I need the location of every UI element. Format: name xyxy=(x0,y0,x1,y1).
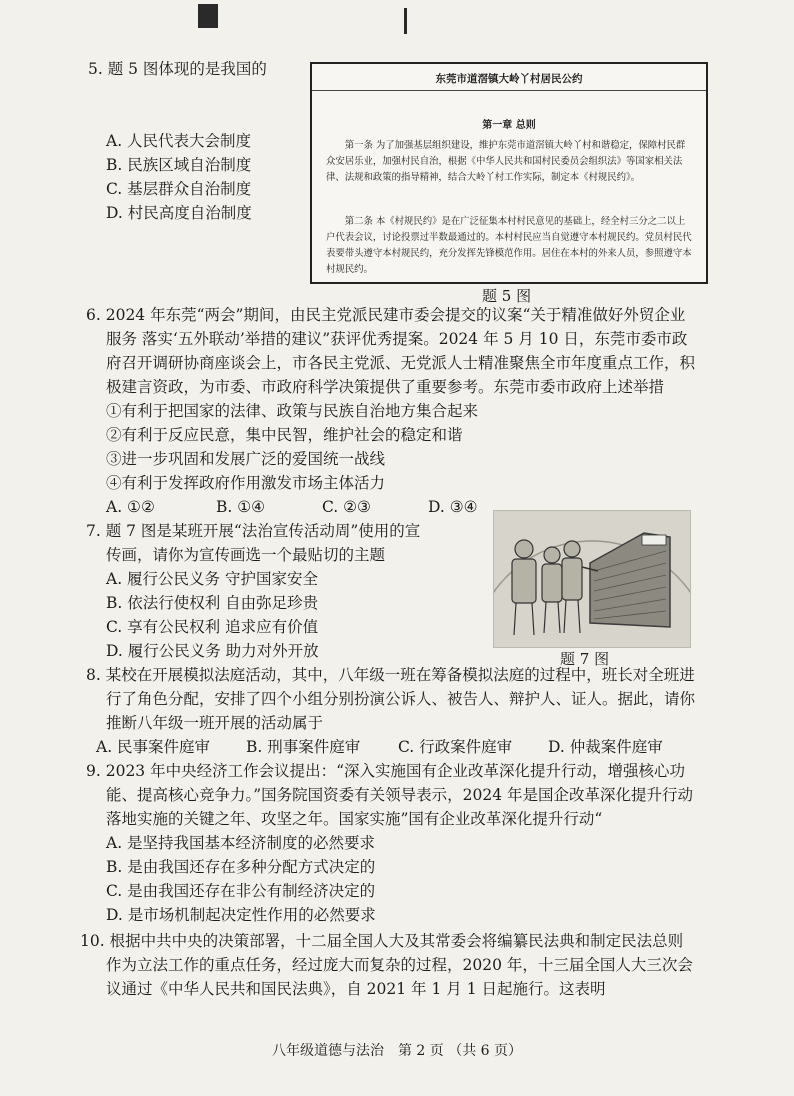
q5-figure-village-rules xyxy=(310,62,708,284)
q6-item-1: ①有利于把国家的法律、政策与民族自治地方集合起来 xyxy=(106,402,479,420)
q7-illustration-drawing xyxy=(494,511,690,647)
q9-line-1: 9. 2023 年中央经济工作会议提出：“深入实施国有企业改革深化提升行动，增强核心功 xyxy=(86,762,686,780)
figure-title: 东莞市道滘镇大岭丫村居民公约 xyxy=(435,73,583,85)
q6-line-2: 服务 落实‘五外联动’举措的建议”获评优秀提案。2024 年 5 月 10 日，东莞市委市政 xyxy=(106,330,688,348)
q5-option-c: C. 基层群众自治制度 xyxy=(106,180,252,198)
registration-mark xyxy=(198,4,218,28)
page-footer: 八年级道德与法治 第 2 页 （共 6 页） xyxy=(271,1043,523,1059)
q5-option-b: B. 民族区域自治制度 xyxy=(106,156,252,174)
q9-line-3: 落地实施的关键之年、攻坚之年。国家实施”国有企业改革深化提升行动“ xyxy=(106,810,603,828)
q7-option-a: A. 履行公民义务 守护国家安全 xyxy=(106,570,318,588)
q5-stem: 5. 题 5 图体现的是我国的 xyxy=(88,60,267,78)
q7-figure-caption: 题 7 图 xyxy=(560,650,610,668)
q6-item-4: ④有利于发挥政府作用激发市场主体活力 xyxy=(106,474,386,492)
q6-line-4: 极建言资政，为市委、市政府科学决策提供了重要参考。东莞市委市政府上述举措 xyxy=(106,378,665,396)
q6-option-d: D. ③④ xyxy=(428,498,478,516)
q8-line-1: 8. 某校在开展模拟法庭活动，其中，八年级一班在筹备模拟法庭的过程中，班长对全班进 xyxy=(86,666,695,684)
q6-option-c: C. ②③ xyxy=(322,498,371,516)
q6-option-b: B. ①④ xyxy=(216,498,266,516)
q7-option-c: C. 享有公民权利 追求应有价值 xyxy=(106,618,319,636)
q8-option-b: B. 刑事案件庭审 xyxy=(246,738,361,756)
q5-option-d: D. 村民高度自治制度 xyxy=(106,204,252,222)
q6-item-3: ③进一步巩固和发展广泛的爱国统一战线 xyxy=(106,450,386,468)
q10-line-2: 作为立法工作的重点任务，经过庞大而复杂的过程，2020 年，十三届全国人大三次会 xyxy=(106,956,693,974)
q8-option-d: D. 仲裁案件庭审 xyxy=(548,738,663,756)
figure-article-1: 第一条 为了加强基层组织建设，维护东莞市道滘镇大岭丫村和谐稳定，保障村民群众安居乐业，加强村民自治，根据《中华人民共和国村民委员会组织法》等国家相关法律、法规和政策的指导精神，结合大岭丫村工作实际，制定本《村规民约》。 xyxy=(326,140,686,183)
q7-option-b: B. 依法行使权利 自由弥足珍贵 xyxy=(106,594,319,612)
q9-option-c: C. 是由我国还存在非公有制经济决定的 xyxy=(106,882,376,900)
q8-line-2: 行了角色分配，安排了四个小组分别扮演公诉人、被告人、辩护人、证人。据此，请你 xyxy=(106,690,696,708)
figure-divider xyxy=(312,90,706,91)
q8-option-a: A. 民事案件庭审 xyxy=(96,738,211,756)
q6-option-a: A. ①② xyxy=(106,498,155,516)
q8-option-c: C. 行政案件庭审 xyxy=(398,738,513,756)
q7-option-d: D. 履行公民义务 助力对外开放 xyxy=(106,642,319,660)
q6-line-3: 府召开调研协商座谈会上，市各民主党派、无党派人士精准聚焦全市年度重点工作，积 xyxy=(106,354,696,372)
q5-option-a: A. 人民代表大会制度 xyxy=(106,132,252,150)
q6-line-1: 6. 2024 年东莞“两会”期间，由民主党派民建市委会提交的议案“关于精准做好外贸企业 xyxy=(86,306,686,324)
registration-bar xyxy=(404,8,407,34)
q8-line-3: 推断八年级一班开展的活动属于 xyxy=(106,714,324,732)
q7-line-1: 7. 题 7 图是某班开展“法治宣传活动周”使用的宣 xyxy=(86,522,421,540)
q10-line-3: 议通过《中华人民共和国民法典》，自 2021 年 1 月 1 日起施行。这表明 xyxy=(106,980,606,998)
q9-line-2: 能、提高核心竞争力。”国务院国资委有关领导表示，2024 年是国企改革深化提升行动 xyxy=(106,786,694,804)
q7-line-2: 传画，请你为宣传画选一个最贴切的主题 xyxy=(106,546,386,564)
q5-figure-caption: 题 5 图 xyxy=(482,287,532,305)
figure-chapter: 第一章 总则 xyxy=(482,120,536,131)
q6-item-2: ②有利于反应民意，集中民智，维护社会的稳定和谐 xyxy=(106,426,463,444)
q10-line-1: 10. 根据中共中央的决策部署，十二届全国人大及其常委会将编纂民法典和制定民法总则 xyxy=(80,932,684,950)
q9-option-d: D. 是市场机制起决定性作用的必然要求 xyxy=(106,906,376,924)
q9-option-b: B. 是由我国还存在多种分配方式决定的 xyxy=(106,858,376,876)
q7-illustration xyxy=(493,510,691,648)
figure-article-2: 第二条 本《村规民约》是在广泛征集本村村民意见的基础上，经全村三分之二以上户代表会议，讨论投票过半数最通过的。本村村民应当自觉遵守本村规民约。党员村民代表要带头遵守本村规民约，充分发挥先锋模范作用。居住在本村的外来人员，参照遵守本村规民约。 xyxy=(326,216,692,275)
q9-option-a: A. 是坚持我国基本经济制度的必然要求 xyxy=(106,834,376,852)
